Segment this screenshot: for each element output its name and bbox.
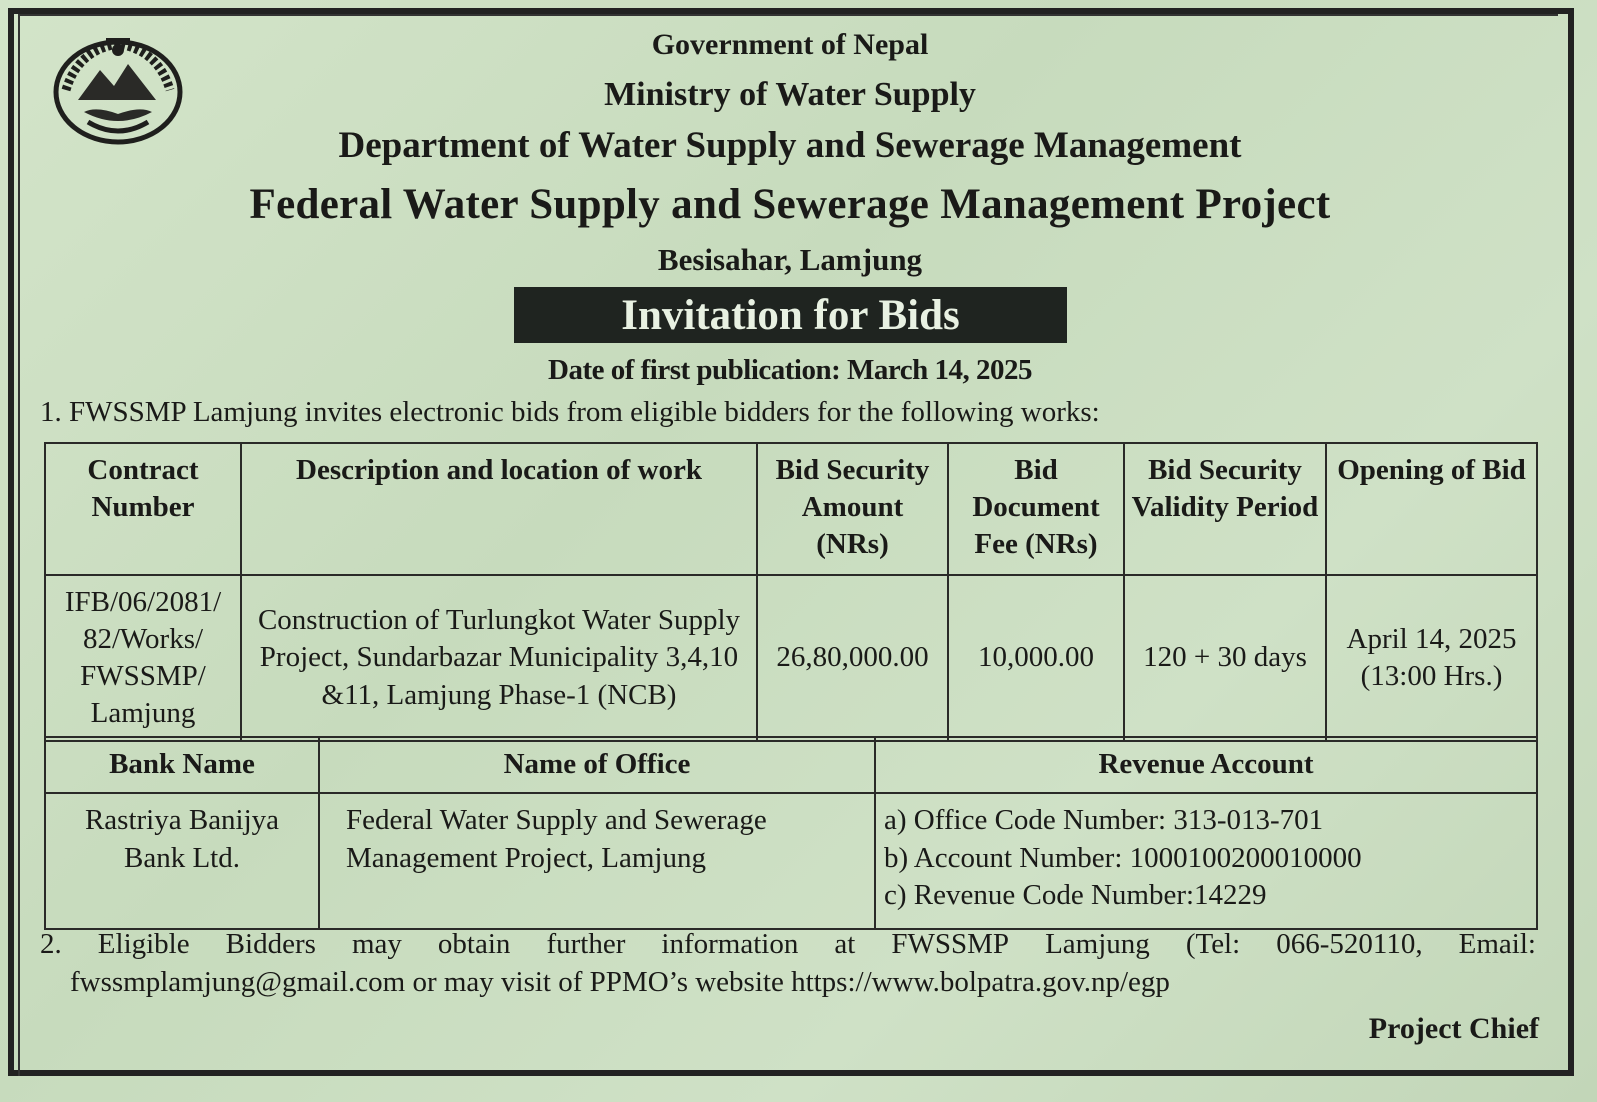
contact-word: at xyxy=(834,928,856,960)
government-heading: Government of Nepal xyxy=(651,28,929,61)
bank-table xyxy=(44,736,1538,930)
office-code-line: a) Office Code Number: 313-013-701 xyxy=(884,804,1324,836)
contact-paragraph-line1 xyxy=(40,926,1536,964)
header-description: Description and location of work xyxy=(241,443,757,575)
project-heading: Federal Water Supply and Sewerage Management Project xyxy=(249,181,1331,228)
header-contract-number: Contract Number xyxy=(45,443,241,575)
signoff: Project Chief xyxy=(1368,1012,1539,1045)
contact-word: Email: xyxy=(1458,928,1536,960)
bids-table xyxy=(44,442,1538,742)
contact-word: obtain xyxy=(437,928,511,960)
account-number-line: b) Account Number: 1000100200010000 xyxy=(884,841,1362,874)
bank-name-cell: Rastriya Banijya Bank Ltd. xyxy=(45,793,319,929)
table-row xyxy=(45,793,1537,929)
ministry-heading: Ministry of Water Supply xyxy=(604,76,976,113)
contact-word: Eligible xyxy=(97,928,190,960)
contact-word: information xyxy=(661,928,799,960)
header-validity: Bid Security Validity Period xyxy=(1124,443,1326,575)
contact-word: may xyxy=(351,928,402,960)
department-heading: Department of Water Supply and Sewerage Management xyxy=(338,125,1242,166)
contact-word: 2. xyxy=(40,928,62,960)
description-cell: Construction of Turlungkot Water Supply Project, Sundarbazar Municipality 3,4,10 &11, Lamjung Phase-1 (NCB) xyxy=(241,575,757,741)
opening-cell: April 14, 2025 (13:00 Hrs.) xyxy=(1326,575,1537,741)
revenue-account-cell xyxy=(875,793,1537,929)
contact-word: Bidders xyxy=(225,928,316,960)
header-revenue-account: Revenue Account xyxy=(875,737,1537,793)
contact-paragraph-line2: fwssmplamjung@gmail.com or may visit of PPMO’s website https://www.bolpatra.gov.np/egp xyxy=(70,965,1170,998)
header-bank-name: Bank Name xyxy=(45,737,319,793)
validity-cell: 120 + 30 days xyxy=(1124,575,1326,741)
intro-paragraph: 1. FWSSMP Lamjung invites electronic bids from eligible bidders for the following works: xyxy=(40,396,1100,428)
contact-word: (Tel: xyxy=(1185,928,1241,960)
bank-table-header-row xyxy=(45,737,1537,793)
bids-table-header-row xyxy=(45,443,1537,575)
contact-paragraph xyxy=(40,926,1536,1001)
contact-word: Lamjung xyxy=(1045,928,1150,960)
publication-date: Date of first publication: March 14, 2025 xyxy=(548,354,1032,386)
header-opening: Opening of Bid xyxy=(1326,443,1537,575)
invitation-title: Invitation for Bids xyxy=(514,287,1067,343)
bid-security-cell: 26,80,000.00 xyxy=(757,575,948,741)
contact-word: FWSSMP xyxy=(891,928,1010,960)
revenue-code-line: c) Revenue Code Number:14229 xyxy=(884,879,1267,912)
contact-word: 066-520110, xyxy=(1276,928,1423,960)
location-heading: Besisahar, Lamjung xyxy=(657,242,923,277)
contract-number-cell: IFB/06/2081/ 82/Works/ FWSSMP/ Lamjung xyxy=(45,575,241,741)
table-row xyxy=(45,575,1537,741)
header-bid-security: Bid Security Amount (NRs) xyxy=(757,443,948,575)
header-office-name: Name of Office xyxy=(319,737,875,793)
contact-word: further xyxy=(546,928,626,960)
office-name-cell: Federal Water Supply and Sewerage Management Project, Lamjung xyxy=(319,793,875,929)
header-document-fee: Bid Document Fee (NRs) xyxy=(948,443,1124,575)
document-fee-cell: 10,000.00 xyxy=(948,575,1124,741)
